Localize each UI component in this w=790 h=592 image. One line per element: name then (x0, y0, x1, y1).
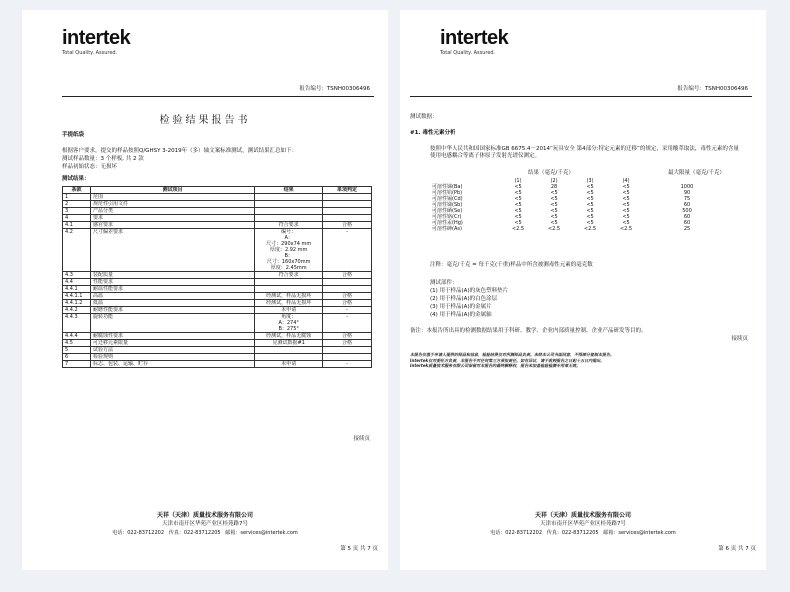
footer-address: 天津市南开区华苑产业区桂苑路7号 (161, 521, 248, 527)
item-cell: 标志、包装、运输、贮存 (90, 361, 254, 368)
element-value: <5 (622, 184, 630, 190)
element-value: <5 (586, 220, 594, 226)
results-table-row (63, 286, 372, 293)
sample-description: 样品初始状态：无损坏 (62, 164, 118, 170)
element-value: <5 (514, 208, 522, 214)
part-4: (4) 用于样品(A)的金属轴 (430, 312, 492, 318)
remark: 备注：本报告所出具的检测数据结果用于科研、教学、企业内部质量控制、企业产品研发等目的。 (410, 328, 647, 334)
limit-header: 最大限量（毫克/千克） (668, 170, 725, 176)
report-number: 报告编号：TSNH00306496 (299, 86, 370, 92)
result-line: B：275° (278, 326, 299, 332)
item-cell: 范围 (90, 194, 254, 201)
results-table-row (63, 307, 372, 314)
footer-contact: 电话：022-83712202 传真：022-83712205 邮箱：services@intertek.com (112, 530, 298, 536)
verdict-cell: 合格 (323, 222, 372, 229)
verdict-cell (323, 354, 372, 361)
page-footer (400, 510, 766, 536)
result-cell: 符合要求 (255, 222, 323, 229)
result-line: 厚度：2.45mm (270, 265, 307, 271)
test-data-label: 测试数据： (410, 114, 438, 120)
element-value: <5 (586, 184, 594, 190)
element-value: <5 (550, 208, 558, 214)
sample-quantity: 测试样品数量：3 个样板, 共 2 款 (62, 156, 144, 162)
disclaimer: 本报告仅基于申请人提供的样品和信息，检验结果仅对所测样品负责。未经本公司书面同意，不得部分复制本报告。 Intertek仅对委托方负责，本报告不对任何第三方承担责任。如有异议，请于收到报告之日起十五日内提出。 Intertek质量技术服务有限公司保留对本报告的最终解释权，报告未加盖检验检测专用章无效。 (410, 352, 614, 368)
result-cell: 符合要求 (255, 272, 323, 279)
element-limit: 90 (683, 190, 691, 196)
element-value: <5 (622, 190, 630, 196)
results-table-row (63, 272, 372, 279)
item-cell: 要求 (90, 215, 254, 222)
element-limit: 1000 (680, 184, 694, 190)
element-limit: 60 (683, 220, 691, 226)
results-table-row (63, 314, 372, 333)
element-value: <5 (514, 202, 522, 208)
element-value: 28 (550, 184, 558, 190)
footer-company: 天祥（天津）质量技术服务有限公司 (156, 512, 253, 519)
results-table-row (63, 340, 372, 347)
verdict-cell: 合格 (323, 300, 372, 307)
item-cell: 尺寸偏差要求 (90, 229, 254, 272)
clause-cell: 4 (63, 215, 91, 222)
result-line: 尺寸：160x70mm (266, 259, 311, 265)
footer-contact: 电话：022-83712202 传真：022-83712205 邮箱：services@intertek.com (490, 530, 676, 536)
continued-label: 接续页 (353, 436, 370, 442)
item-cell: 装配质量 (90, 272, 254, 279)
result-cell (255, 194, 323, 201)
results-table-header (63, 187, 372, 194)
result-cell: 经测试，样品无损坏 (255, 293, 323, 300)
report-title: 检验结果报告书 (159, 115, 251, 126)
element-limit: 500 (682, 208, 692, 214)
test-method: 按照中华人民共和国国家标准GB 6675.4－2014“玩具安全 第4部分:特定元素的迁移”的规定，采用酸萃取法，毒性元素的含量使用电感耦合等离子体原子发射光谱仪测定。 (430, 146, 739, 159)
result-cell (255, 229, 323, 272)
element-value: <5 (622, 196, 630, 202)
result-line: A： (284, 235, 293, 241)
element-value: <5 (514, 214, 522, 220)
clause-cell: 4.1 (63, 222, 91, 229)
verdict-cell: 合格 (323, 340, 372, 347)
element-value: <5 (622, 220, 630, 226)
results-table-row (63, 361, 372, 368)
element-value: <5 (622, 208, 630, 214)
header-item: 测试项目 (90, 187, 254, 194)
element-name: 可溶性汞(Hg) (432, 220, 463, 226)
header-rule (62, 96, 374, 97)
item-cell: 规范性引用文件 (90, 201, 254, 208)
verdict-cell (323, 279, 372, 286)
element-name: 可溶性锑(Sb) (432, 202, 463, 208)
element-name: 可溶性硒(Se) (432, 208, 463, 214)
element-value: <5 (514, 190, 522, 196)
verdict-cell (323, 286, 372, 293)
results-unit-title: 结果（毫克/千克） (528, 170, 574, 176)
element-value: <2.5 (511, 226, 525, 232)
verdict-cell: - (323, 361, 372, 368)
item-cell: 耐磨性能要求 (90, 307, 254, 314)
header-rule (410, 96, 752, 97)
clause-cell: 5 (63, 347, 91, 354)
verdict-cell: 合格 (323, 272, 372, 279)
element-value: <5 (586, 190, 594, 196)
item-cell: 试验方法 (90, 347, 254, 354)
header-clause: 条款 (63, 187, 91, 194)
element-value: <2.5 (619, 226, 633, 232)
result-cell (255, 208, 323, 215)
result-cell (255, 354, 323, 361)
element-value: <5 (550, 214, 558, 220)
part-1: (1) 用于样品(A)的灰色塑料垫片 (430, 288, 509, 294)
page-number: 第 5 页 共 7 页 (340, 546, 378, 552)
clause-cell: 4.4 (63, 279, 91, 286)
results-table-row (63, 201, 372, 208)
element-value: <2.5 (583, 226, 597, 232)
result-line: B： (284, 253, 293, 259)
result-cell (255, 286, 323, 293)
results-table-row (63, 279, 372, 286)
result-cell (255, 347, 323, 354)
footer-company: 天祥（天津）质量技术服务有限公司 (534, 512, 631, 519)
element-limit: 75 (683, 196, 691, 202)
verdict-cell: - (323, 229, 372, 272)
part-2: (2) 用于样品(A)的白色涂层 (430, 296, 498, 302)
result-line: A：274° (278, 320, 299, 326)
verdict-cell (323, 208, 372, 215)
result-cell: 未申请 (255, 361, 323, 368)
element-value: <5 (514, 184, 522, 190)
clause-cell: 4.4.1.1 (63, 293, 91, 300)
results-table-row (63, 347, 372, 354)
result-cell: 未申请 (255, 307, 323, 314)
results-table-row (63, 300, 372, 307)
element-value: <5 (622, 202, 630, 208)
result-cell (255, 314, 323, 333)
item-cell: 旋转功能 (90, 314, 254, 333)
item-cell: 高温 (90, 293, 254, 300)
clause-cell: 4.3 (63, 272, 91, 279)
part-3: (3) 用于样品(A)的金属片 (430, 304, 492, 310)
header-verdict: 单项判定 (323, 187, 372, 194)
results-table-row (63, 222, 372, 229)
element-name: 可溶性锑(Ba) (432, 184, 463, 190)
verdict-cell: - (323, 307, 372, 314)
result-line: 尺寸：290x74 mm (266, 241, 312, 247)
clause-cell: 4.4.3 (63, 314, 91, 333)
page-number: 第 6 页 共 7 页 (718, 546, 756, 552)
results-table-row (63, 215, 372, 222)
item-heading: #1. 毒性元素分析 (410, 130, 456, 136)
report-page-5 (22, 10, 388, 570)
result-cell: 经测试，样品无腐蚀 (255, 333, 323, 340)
element-value: <5 (514, 220, 522, 226)
client-requirement: 根据客户要求，提交的样品按照Q/GHSY 3-2019年（多）轴文案标准测试，测试结果汇总如下： (62, 148, 298, 154)
verdict-cell: 合格 (323, 293, 372, 300)
item-cell: 产品分类 (90, 208, 254, 215)
intertek-logo: intertek Total Quality. Assured. (440, 27, 509, 56)
results-table-row (63, 194, 372, 201)
verdict-cell (323, 215, 372, 222)
clause-cell: 4.2 (63, 229, 91, 272)
clause-cell: 4.4.1 (63, 286, 91, 293)
results-table-row (63, 354, 372, 361)
results-label: 测试结果： (62, 176, 90, 182)
element-name: 可溶性铬(Cr) (432, 214, 462, 220)
element-value: <2.5 (547, 226, 561, 232)
section-heading: 手提纸袋 (62, 132, 85, 138)
page-footer (22, 510, 388, 536)
result-cell: 经测试，样品无损坏 (255, 300, 323, 307)
results-table-row (63, 229, 372, 272)
verdict-cell (323, 194, 372, 201)
item-cell: 感官要求 (90, 222, 254, 229)
element-value: <5 (586, 202, 594, 208)
item-cell: 性能要求 (90, 279, 254, 286)
item-cell: 耐腐蚀性要求 (90, 333, 254, 340)
results-table-row (63, 208, 372, 215)
clause-cell: 4.4.1.2 (63, 300, 91, 307)
report-number: 报告编号：TSNH00306496 (677, 86, 748, 92)
intertek-logo: intertek Total Quality. Assured. (62, 27, 131, 56)
element-limit: 60 (683, 202, 691, 208)
verdict-cell: - (323, 314, 372, 333)
continued-label: 接续页 (731, 336, 748, 342)
clause-cell: 3 (63, 208, 91, 215)
element-table-header: (1) (2) (3) (4) (514, 178, 630, 184)
item-cell: 耐温性能要求 (90, 286, 254, 293)
clause-cell: 7 (63, 361, 91, 368)
item-cell: 检验规则 (90, 354, 254, 361)
clause-cell: 6 (63, 354, 91, 361)
element-limit: 25 (683, 226, 691, 232)
unit-note: 注释：毫克/千克 = 每千克(千重)样品中所含被测毒性元素的毫克数 (430, 262, 593, 268)
result-cell: 见测试数据#1 (255, 340, 323, 347)
results-table-row (63, 293, 372, 300)
element-row (430, 226, 730, 232)
results-table (62, 186, 372, 368)
element-table (430, 178, 730, 232)
result-line: 角度： (281, 314, 297, 320)
element-value: <5 (550, 220, 558, 226)
verdict-cell (323, 201, 372, 208)
element-value: <5 (586, 208, 594, 214)
element-value: <5 (514, 196, 522, 202)
result-cell (255, 201, 323, 208)
report-page-6 (400, 10, 766, 570)
header-result: 结果 (255, 187, 323, 194)
element-name: 可溶性铅(Pb) (432, 190, 463, 196)
clause-cell: 4.4.2 (63, 307, 91, 314)
result-line: 编号： (281, 229, 297, 235)
item-cell: 低温 (90, 300, 254, 307)
element-value: <5 (586, 196, 594, 202)
element-value: <5 (550, 190, 558, 196)
clause-cell: 4.4.4 (63, 333, 91, 340)
element-value: <5 (550, 202, 558, 208)
results-table-row (63, 333, 372, 340)
element-name: 可溶性镉(Cd) (432, 196, 463, 202)
element-value: <5 (550, 196, 558, 202)
result-line: 厚度：2.92 mm (269, 247, 308, 253)
element-limit: 60 (683, 214, 691, 220)
result-cell (255, 279, 323, 286)
clause-cell: 2 (63, 201, 91, 208)
item-cell: 可迁移元素限量 (90, 340, 254, 347)
verdict-cell (323, 347, 372, 354)
element-name: 可溶性砷(As) (432, 226, 462, 232)
parts-label: 测试部件： (430, 280, 458, 286)
element-value: <5 (622, 214, 630, 220)
clause-cell: 4.5 (63, 340, 91, 347)
verdict-cell: 合格 (323, 333, 372, 340)
result-cell (255, 215, 323, 222)
clause-cell: 1 (63, 194, 91, 201)
element-value: <5 (586, 214, 594, 220)
footer-address: 天津市南开区华苑产业区桂苑路7号 (539, 521, 626, 527)
